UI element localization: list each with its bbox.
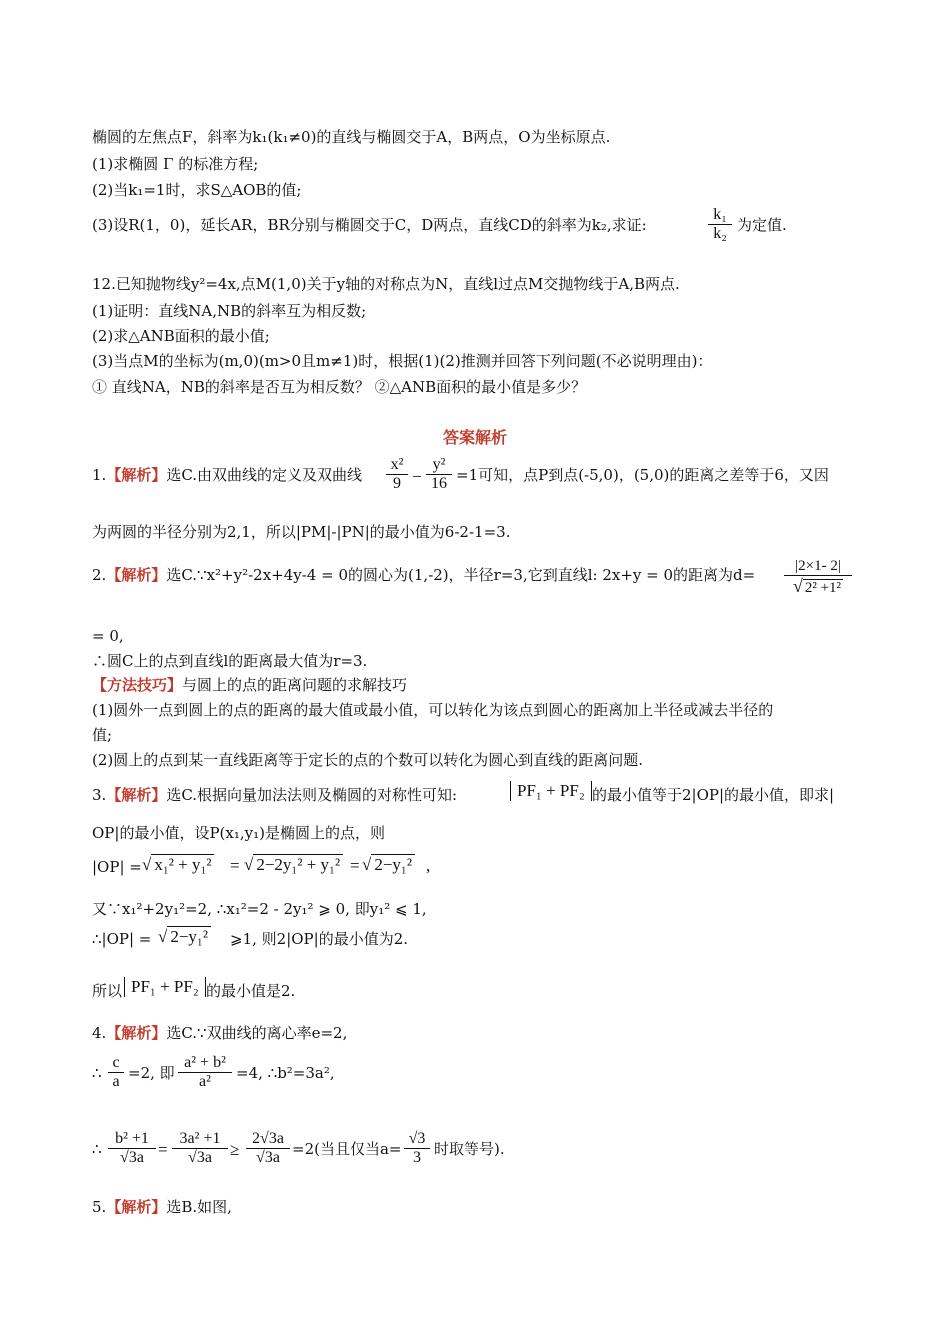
a4-num: 4.: [92, 1024, 107, 1042]
a4-eq: =: [158, 1140, 168, 1159]
a3-root2: √ 2−2y₁² + y₁²: [244, 854, 343, 875]
a5-tag: 【解析】: [106, 1198, 167, 1216]
a3-num: 3.: [92, 786, 107, 804]
a3-line2: OP|的最小值，设P(x₁,y₁)是椭圆上的点，则: [92, 824, 385, 842]
a4-l3c: 时取等号).: [434, 1140, 505, 1158]
a4-l2c: =4, ∴b²=3a²,: [236, 1064, 335, 1082]
a1-minus: −: [412, 467, 422, 486]
a2-tip1b: 值;: [92, 726, 113, 744]
a2-line1: [92, 566, 755, 584]
p11-q3-end: 为定值.: [737, 216, 787, 234]
a2-distance-fraction: |2×1- 2| √ 2² +1²: [784, 558, 852, 597]
a1-post: =1可知，点P到点(-5,0)，(5,0)的距离之差等于6，又因: [456, 466, 829, 484]
a3-line1: [92, 786, 457, 804]
a3-line5-post: ⩾1, 则2|OP|的最小值为2.: [230, 930, 409, 948]
a3-line4: 又∵x₁²+2y₁²=2, ∴x₁²=2 - 2y₁² ⩾ 0, 即y₁² ⩽ 1,: [92, 900, 427, 918]
a4-frac-ca: c a: [108, 1054, 124, 1091]
a4-frac-3: 2√3a √3a: [246, 1130, 290, 1167]
p11-intro: 椭圆的左焦点F，斜率为k₁(k₁≠0)的直线与椭圆交于A，B两点，O为坐标原点.: [92, 128, 611, 146]
a3-line6-post: 的最小值是2.: [206, 982, 296, 1000]
a2-tip1: (1)圆外一点到圆上的点的距离的最大值或最小值，可以转化为该点到圆心的距离加上半径或减去半径的: [92, 701, 774, 719]
a1-tag: 【解析】: [106, 466, 167, 484]
p12-intro: 12.已知抛物线y²=4x,点M(1,0)关于y轴的对称点为N，直线l过点M交抛物线于A,B两点.: [92, 275, 680, 293]
a2-line3: ∴圆C上的点到直线l的距离最大值为r=3.: [92, 652, 368, 670]
p12-q3: (3)当点M的坐标为(m,0)(m>0且m≠1)时，根据(1)(2)推测并回答下列问题(不必说明理由)：: [92, 352, 713, 370]
a4-l2a: ∴: [92, 1064, 102, 1082]
a3-root4: √ 2−y₁²: [158, 926, 211, 947]
a4-frac-ab: a² + b² a²: [178, 1054, 232, 1091]
a4-frac-1: b² +1 √3a: [108, 1130, 156, 1167]
a3-tag: 【解析】: [106, 786, 167, 804]
p12-q2: (2)求△ANB面积的最小值;: [92, 327, 270, 345]
a4-l3a: ∴: [92, 1140, 102, 1158]
a2-pre: 选C.∵x²+y²-2x+4y-4 = 0的圆心为(1,-2)，半径r=3,它到直线l: 2x+y = 0的距离为d=: [166, 566, 756, 584]
a1-num: 1.: [92, 466, 107, 484]
a1-frac-x: x² 9: [386, 456, 408, 493]
a4-geq: ≥: [230, 1140, 240, 1159]
a2-tip2: (2)圆上的点到某一直线距离等于定长的点的个数可以转化为圆心到直线的距离问题.: [92, 751, 644, 769]
a4-frac-4: √3 3: [404, 1130, 430, 1167]
a3-op-label: |OP| =: [92, 858, 142, 876]
a2-tip-title: 与圆上的点的距离问题的求解技巧: [182, 676, 408, 694]
a3-line6-pre: 所以: [92, 982, 123, 1000]
a3-vector-sum: PF₁ + PF₂: [510, 781, 592, 801]
a3-comma: ,: [426, 856, 431, 875]
a5-line1: [92, 1198, 232, 1216]
a3-eq2: =: [350, 856, 360, 875]
a4-l3b: =2(当且仅当a=: [292, 1140, 402, 1158]
a2-num: 2.: [92, 566, 107, 584]
a3-post: 的最小值等于2|OP|的最小值，即求|: [592, 786, 835, 804]
a4-pre: 选C.∵双曲线的离心率e=2,: [166, 1024, 348, 1042]
a1-pre: 选C.由双曲线的定义及双曲线: [166, 466, 363, 484]
a4-l2b: =2, 即: [128, 1064, 175, 1082]
p11-q1: (1)求椭圆 Γ 的标准方程;: [92, 155, 259, 173]
a2-tip-tag: 【方法技巧】: [92, 676, 183, 694]
a3-vector-sum-2: PF₁ + PF₂: [124, 977, 206, 997]
a5-text: 选B.如图,: [166, 1198, 232, 1216]
a2-line2: = 0,: [92, 627, 124, 645]
a5-num: 5.: [92, 1198, 107, 1216]
p11-q3: (3)设R(1，0)，延长AR，BR分别与椭圆交于C，D两点，直线CD的斜率为k₂,求证:: [92, 216, 647, 234]
a2-tag: 【解析】: [106, 566, 167, 584]
a1-line2: 为两圆的半径分别为2,1，所以|PM|-|PN|的最小值为6-2-1=3.: [92, 523, 511, 541]
a2-tip-heading: [92, 676, 407, 694]
p12-q1: (1)证明：直线NA,NB的斜率互为相反数;: [92, 302, 367, 320]
a1-line1: [92, 466, 362, 484]
a3-root1: √ x₁² + y₁²: [142, 854, 214, 875]
a3-line5-pre: ∴|OP| =: [92, 930, 152, 948]
a4-tag: 【解析】: [106, 1024, 167, 1042]
a4-frac-2: 3a² +1 √3a: [172, 1130, 228, 1167]
answer-title: 答案解析: [442, 428, 507, 447]
p11-q2: (2)当k₁=1时，求S△AOB的值;: [92, 181, 302, 199]
p11-q3-fraction: k₁ k₂: [708, 206, 732, 243]
a3-pre: 选C.根据向量加法法则及椭圆的对称性可知:: [166, 786, 458, 804]
a3-root3: √ 2−y₁²: [362, 854, 415, 875]
p12-q4: ① 直线NA，NB的斜率是否互为相反数？ ②△ANB面积的最小值是多少？: [92, 378, 587, 396]
a1-frac-y: y² 16: [426, 456, 452, 493]
a3-eq1: =: [230, 856, 240, 875]
a4-line1: [92, 1024, 347, 1042]
